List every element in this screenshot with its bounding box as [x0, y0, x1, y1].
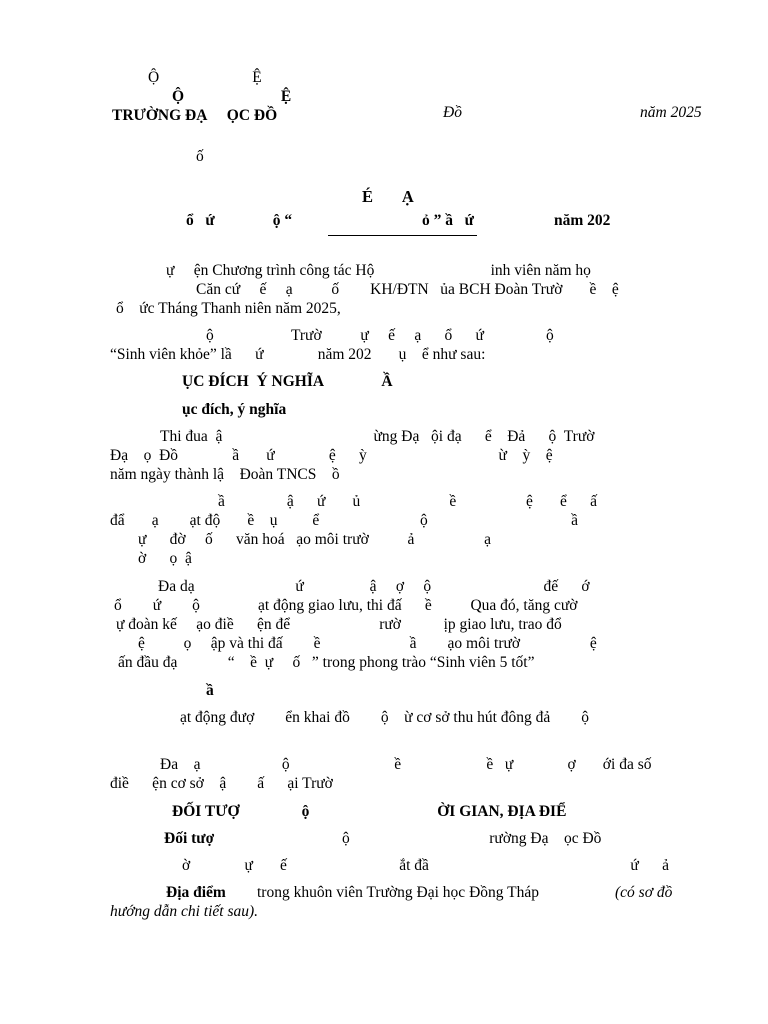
title-blank-underline	[328, 235, 477, 236]
para-purpose-2c: ự đờ ố văn hoá ạo môi trườ ả ạ	[138, 531, 492, 548]
document-number: ố	[196, 148, 204, 165]
section-1-2-heading: ầ	[206, 682, 214, 699]
para-requirement-2a: Đa ạ ộ ề ề ự ợ ới đa số	[160, 756, 652, 773]
para-basis-1: ự ện Chương trình công tác Hộ inh viên năm họ	[166, 262, 591, 279]
para-intro-1: ộ Trườ ự ế ạ ổ ứ ộ	[206, 327, 554, 344]
para-requirement-2b: điề ện cơ sở ậ ấ ại Trườ	[110, 775, 333, 792]
date-place: Đồ	[443, 104, 462, 121]
para-purpose-3c: ự đoàn kế ạo điề ện để rườ ịp giao lưu, trao đổ	[116, 616, 562, 633]
section-2-2-text: ờ ự ế ắt đầ ứ ả	[182, 857, 669, 874]
title-sub-right: năm 202	[554, 212, 611, 229]
para-purpose-2d: ờ ọ ậ	[138, 550, 192, 567]
section-2-3-note-a: (có sơ đồ	[615, 884, 673, 901]
para-purpose-2b: đẩ ạ ạt độ ề ụ ể ộ ầ	[110, 512, 578, 529]
para-purpose-3a: Đa dạ ứ ậ ợ ộ đế ớ	[158, 578, 590, 595]
header-line-1: Ộ Ệ	[148, 69, 262, 86]
section-2-1-label: Đối tượ	[164, 830, 215, 847]
para-intro-2: “Sinh viên khỏe” lầ ứ năm 202 ụ ể như sau:	[110, 346, 486, 363]
para-purpose-2a: ầ ậ ứ ủ ề ệ ể ấ	[218, 493, 598, 510]
document-title: É Ạ	[362, 187, 414, 206]
section-2-heading: ĐỐI TƯỢ ộ ỜI GIAN, ĐỊA ĐIỂ	[172, 803, 567, 820]
para-purpose-1c: năm ngày thành lậ Đoàn TNCS ồ	[110, 466, 340, 483]
para-purpose-3b: ổ ứ ộ ạt động giao lưu, thi đấ ề Qua đó, tăng cườ	[114, 597, 578, 614]
title-sub-left: ổ ứ ộ “	[186, 212, 293, 229]
para-purpose-3d: ệ ọ ập và thi đấ ề ầ ạo môi trườ ệ	[138, 635, 597, 652]
section-1-1-heading: ục đích, ý nghĩa	[182, 401, 287, 418]
para-basis-2: Căn cứ ế ạ ố KH/ĐTN ủa BCH Đoàn Trườ ề ệ	[196, 281, 619, 298]
section-2-3-text: trong khuôn viên Trường Đại học Đồng Tháp	[257, 884, 539, 901]
para-purpose-3e: ấn đầu đạ “ ề ự ố ” trong phong trào “Sinh viên 5 tốt”	[118, 654, 535, 671]
para-purpose-1a: Thi đua ậ ừng Đạ ội đạ ể Đả ộ Trườ	[160, 428, 595, 445]
school-name: TRƯỜNG ĐẠ ỌC ĐỒ	[112, 107, 278, 124]
date-year: năm 2025	[640, 104, 702, 121]
para-purpose-1b: Đạ ọ Đồ ầ ứ ệ ỳ ừ ỳ ệ	[110, 447, 553, 464]
section-1-heading: ỤC ĐÍCH Ý NGHĨA Ầ	[182, 373, 393, 390]
para-requirement-1: ạt động đượ ển khai đồ ộ ừ cơ sở thu hút đông đả ộ	[180, 709, 590, 726]
section-2-3-label: Địa điểm	[166, 884, 226, 901]
title-sub-mid: ỏ ” ầ ứ	[422, 212, 474, 229]
section-2-1-text: ộ rường Đạ ọc Đồ	[342, 830, 602, 847]
section-2-3-note-b: hướng dẫn chi tiết sau).	[110, 903, 259, 920]
header-line-2: Ộ Ệ	[172, 88, 292, 105]
para-basis-3: ổ ức Tháng Thanh niên năm 2025,	[116, 300, 341, 317]
